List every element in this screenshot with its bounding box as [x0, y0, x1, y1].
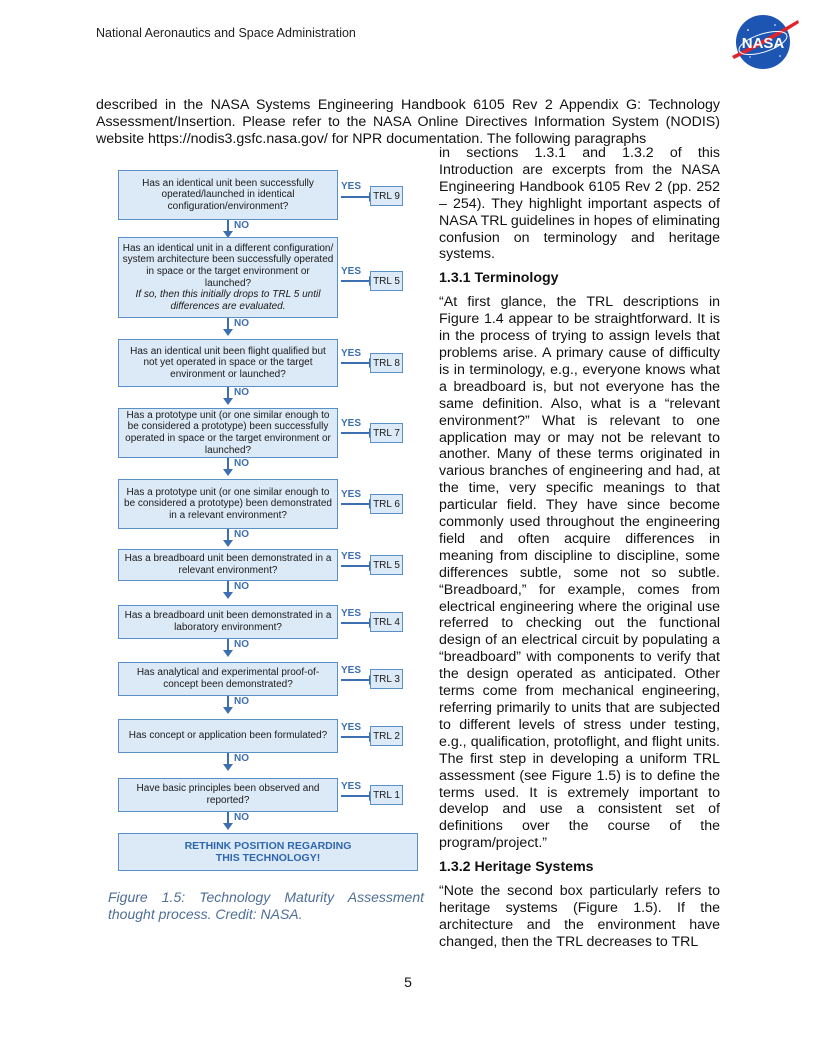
yes-label: YES — [341, 722, 362, 733]
flow-question-box — [118, 339, 338, 387]
yes-label: YES — [341, 348, 362, 359]
trl-badge: TRL 9 — [370, 186, 403, 206]
flow-final-box — [118, 833, 418, 871]
no-arrow-icon — [227, 220, 229, 232]
flow-question-box — [118, 408, 338, 458]
flow-question-box — [118, 662, 338, 696]
yes-label: YES — [341, 608, 362, 619]
flow-question-box — [118, 549, 338, 581]
flow-question-box — [118, 479, 338, 529]
yes-arrow-icon — [341, 432, 370, 434]
no-arrow-icon — [227, 529, 229, 541]
figure-caption: Figure 1.5: Technology Maturity Assessment thought process. Credit: NASA. — [108, 889, 424, 922]
yes-arrow-icon — [341, 362, 370, 364]
yes-label: YES — [341, 266, 362, 277]
no-label: NO — [234, 812, 249, 823]
flow-final-text: RETHINK POSITION REGARDING THIS TECHNOLOGY! — [184, 840, 352, 864]
yes-arrow-icon — [341, 565, 370, 567]
no-label: NO — [234, 639, 249, 650]
nasa-logo-text: NASA — [741, 35, 785, 52]
no-arrow-icon — [227, 581, 229, 593]
no-label: NO — [234, 529, 249, 540]
flow-question-box — [118, 170, 338, 220]
flow-question-box — [118, 605, 338, 639]
yes-arrow-icon — [341, 280, 370, 282]
yes-label: YES — [341, 181, 362, 192]
intro-paragraph: described in the NASA Systems Engineering Handbook 6105 Rev 2 Appendix G: Technology Assessment/Insertion. Please refer to the NASA Online Directives Information System (NODIS) website https://nodis3.gsfc.nasa.gov/ for NPR documentation. The following paragraphs — [96, 97, 720, 147]
flow-question: Has an identical unit been flight qualified but not yet operated in space or the target environment or launched? — [130, 345, 326, 380]
trl-badge: TRL 3 — [370, 669, 403, 689]
no-label: NO — [234, 458, 249, 469]
yes-arrow-icon — [341, 679, 370, 681]
flow-note: If so, then this initially drops to TRL 5 until differences are evaluated. — [135, 289, 321, 312]
no-arrow-icon — [227, 639, 229, 651]
trl-badge: TRL 5 — [370, 271, 403, 291]
no-arrow-icon — [227, 812, 229, 824]
yes-label: YES — [341, 551, 362, 562]
flow-question: Has a breadboard unit been demonstrated in a laboratory environment? — [124, 610, 332, 633]
section-heading-terminology: 1.3.1 Terminology — [439, 270, 559, 287]
no-label: NO — [234, 581, 249, 592]
no-label: NO — [234, 318, 249, 329]
yes-arrow-icon — [341, 196, 370, 198]
no-arrow-icon — [227, 753, 229, 765]
flow-question: Has a breadboard unit been demonstrated in a relevant environment? — [124, 553, 332, 576]
right-paragraph-3: “Note the second box particularly refers to heritage systems (Figure 1.5). If the architecture and the environment have changed, then the TRL decreases to TRL — [439, 883, 720, 950]
trl-badge: TRL 7 — [370, 423, 403, 443]
flow-question: Has analytical and experimental proof-of-concept been demonstrated? — [136, 667, 320, 690]
no-arrow-icon — [227, 696, 229, 708]
trl-badge: TRL 2 — [370, 726, 403, 746]
section-heading-heritage: 1.3.2 Heritage Systems — [439, 859, 594, 876]
header-organization: National Aeronautics and Space Administration — [96, 26, 356, 40]
right-paragraph-1: in sections 1.3.1 and 1.3.2 of this Introduction are excerpts from the NASA Engineering Handbook 6105 Rev 2 (pp. 252 – 254). They highlight important aspects of NASA TRL guidelines in hopes of eliminating confusion on terminology and heritage systems. — [439, 145, 720, 263]
yes-label: YES — [341, 665, 362, 676]
yes-arrow-icon — [341, 622, 370, 624]
flow-question: Has a prototype unit (or one similar enough to be considered a prototype) been successfully operated in space or the target environment or launched? — [125, 409, 331, 456]
page-number: 5 — [404, 974, 412, 990]
yes-label: YES — [341, 418, 362, 429]
trl-badge: TRL 4 — [370, 612, 403, 632]
no-arrow-icon — [227, 458, 229, 470]
flow-question: Has an identical unit in a different configuration/ system architecture been successfully operated in space or the target environment or launched? — [122, 242, 334, 289]
trl-badge: TRL 8 — [370, 353, 403, 373]
yes-arrow-icon — [341, 736, 370, 738]
flow-question: Has concept or application been formulated? — [128, 730, 328, 742]
yes-arrow-icon — [341, 795, 370, 797]
no-label: NO — [234, 753, 249, 764]
trl-badge: TRL 1 — [370, 785, 403, 805]
right-paragraph-2: “At first glance, the TRL descriptions in Figure 1.4 appear to be straightforward. It is in the process of trying to assign levels that problems arise. A primary cause of difficulty is in terminology, e.g., everyone knows what a breadboard is, but not everyone has the same definition. Also, what is a “relevant environment?” What is relevant to one application may or may not be relevant to another. Many of these terms originated in various branches of engineering and had, at the time, very specific meanings to that particular field. They have since become commonly used throughout the engineering field and often acquire differences in meaning from discipline to discipline, some differences subtle, some not so subtle. “Breadboard,” for example, comes from electrical engineering where the original use referred to checking out the functional design of an electrical circuit by populating a “breadboard” with components to verify that the design operated as anticipated. Other terms come from mechanical engineering, referring primarily to units that are subjected to different levels of stress under testing, e.g., qualification, protoflight, and flight units. The first step in developing a uniform TRL assessment (see Figure 1.5) is to define the terms used. It is extremely important to develop and use a consistent set of definitions over the course of the program/project.” — [439, 294, 720, 852]
flow-question-box — [118, 778, 338, 812]
no-label: NO — [234, 220, 249, 231]
no-arrow-icon — [227, 318, 229, 330]
no-label: NO — [234, 387, 249, 398]
yes-label: YES — [341, 781, 362, 792]
trl-flowchart — [118, 167, 418, 877]
yes-arrow-icon — [341, 503, 370, 505]
flow-question-box — [118, 237, 338, 318]
trl-badge: TRL 5 — [370, 555, 403, 575]
flow-question: Has a prototype unit (or one similar enough to be considered a prototype) been demonstrated in a relevant environment? — [124, 486, 332, 521]
no-label: NO — [234, 696, 249, 707]
nasa-logo — [730, 12, 800, 72]
trl-badge: TRL 6 — [370, 494, 403, 514]
right-column — [439, 145, 720, 951]
flow-question: Has an identical unit been successfully operated/launched in identical configuration/environment? — [142, 177, 314, 212]
yes-label: YES — [341, 489, 362, 500]
flow-question: Have basic principles been observed and reported? — [136, 783, 320, 806]
no-arrow-icon — [227, 387, 229, 399]
flow-question-box — [118, 719, 338, 753]
